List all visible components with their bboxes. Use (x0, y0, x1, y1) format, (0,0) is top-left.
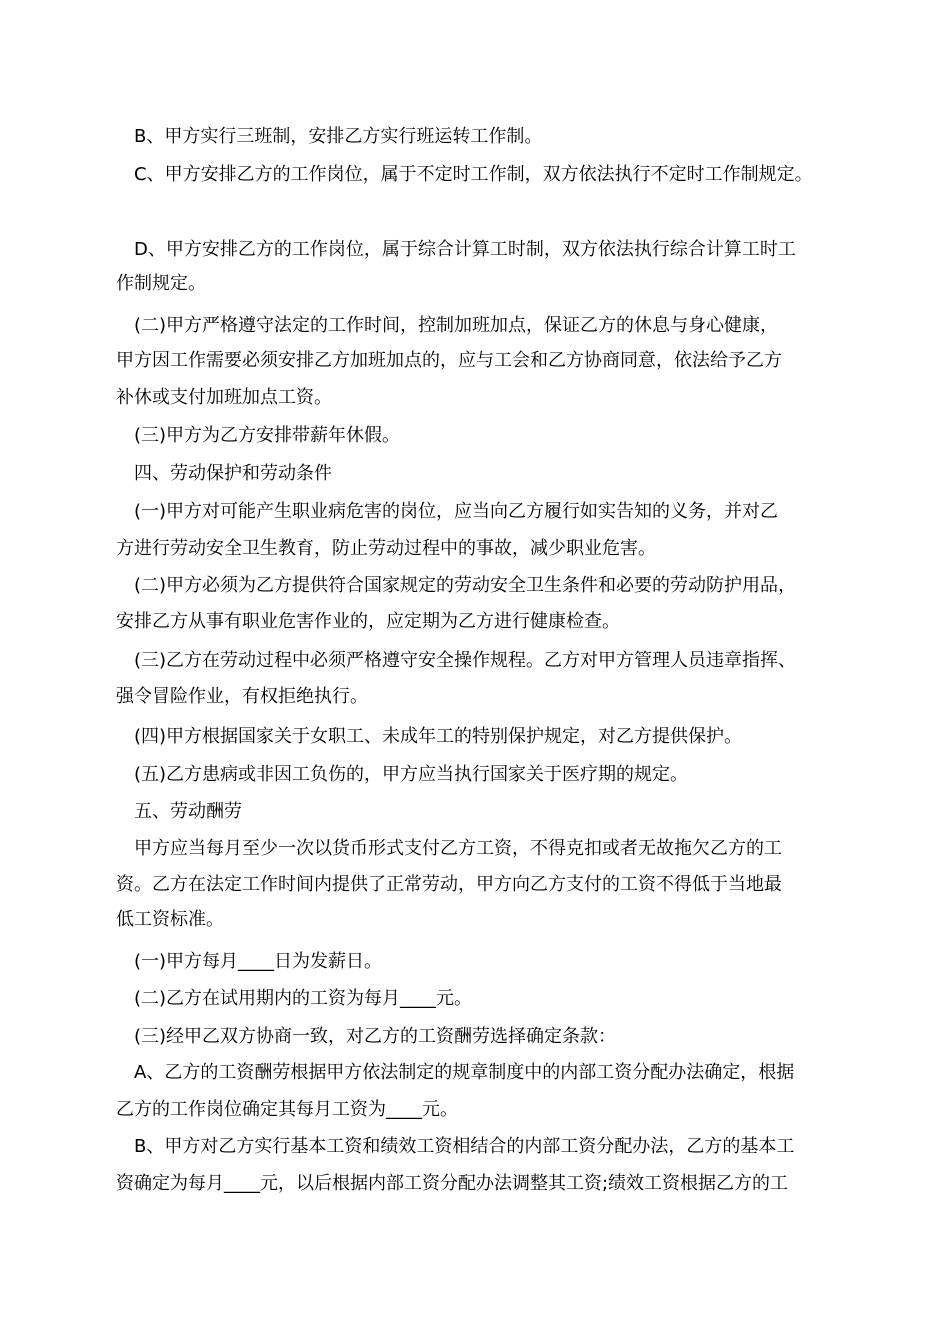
text-line: 补休或支付加班加点工资。 (116, 387, 332, 408)
text-line: C、甲方安排乙方的工作岗位，属于不定时工作制，双方依法执行不定时工作制规定。 (134, 164, 813, 185)
text-line: A、乙方的工资酬劳根据甲方依法制定的规章制度中的内部工资分配办法确定，根据 (134, 1062, 795, 1083)
text-line: (五)乙方患病或非因工负伤的，甲方应当执行国家关于医疗期的规定。 (134, 764, 689, 785)
text-line: 资。乙方在法定工作时间内提供了正常劳动，甲方向乙方支付的工资不得低于当地最 (116, 874, 782, 895)
text-line: (二)甲方严格遵守法定的工作时间，控制加班加点，保证乙方的休息与身心健康， (134, 315, 779, 336)
text-line: D、甲方安排乙方的工作岗位，属于综合计算工时制，双方依法执行综合计算工时工 (134, 239, 796, 260)
text-line: (二)甲方必须为乙方提供符合国家规定的劳动安全卫生条件和必要的劳动防护用品， (134, 575, 797, 596)
text-line: 甲方因工作需要必须安排乙方加班加点的，应与工会和乙方协商同意，依法给予乙方 (116, 350, 782, 371)
text-line: (三)乙方在劳动过程中必须严格遵守安全操作规程。乙方对甲方管理人员违章指挥、 (134, 650, 797, 671)
text-line: (一)甲方对可能产生职业病危害的岗位，应当向乙方履行如实告知的义务，并对乙 (134, 501, 779, 522)
text-line: (一)甲方每月____日为发薪日。 (134, 951, 383, 972)
text-line: 方进行劳动安全卫生教育，防止劳动过程中的事故，减少职业危害。 (116, 538, 656, 559)
text-line: (四)甲方根据国家关于女职工、未成年工的特别保护规定，对乙方提供保护。 (134, 726, 743, 747)
text-line: 强令冒险作业，有权拒绝执行。 (116, 686, 368, 707)
text-line: 安排乙方从事有职业危害作业的，应定期为乙方进行健康检查。 (116, 611, 620, 632)
text-line: (三)经甲乙双方协商一致，对乙方的工资酬劳选择确定条款： (134, 1026, 617, 1047)
text-line: 资确定为每月____元，以后根据内部工资分配办法调整其工资;绩效工资根据乙方的工 (116, 1173, 789, 1194)
text-line: (二)乙方在试用期内的工资为每月____元。 (134, 988, 473, 1009)
text-line: 乙方的工作岗位确定其每月工资为____元。 (116, 1099, 458, 1120)
text-line: B、甲方实行三班制，安排乙方实行班运转工作制。 (134, 126, 543, 147)
section-heading: 四、劳动保护和劳动条件 (134, 463, 332, 484)
text-line: 低工资标准。 (116, 909, 224, 930)
text-line: B、甲方对乙方实行基本工资和绩效工资相结合的内部工资分配办法，乙方的基本工 (134, 1136, 795, 1157)
text-line: 甲方应当每月至少一次以货币形式支付乙方工资，不得克扣或者无故拖欠乙方的工 (134, 838, 782, 859)
section-heading: 五、劳动酬劳 (134, 801, 242, 822)
text-line: 作制规定。 (116, 273, 206, 294)
text-line: (三)甲方为乙方安排带薪年休假。 (134, 425, 401, 446)
